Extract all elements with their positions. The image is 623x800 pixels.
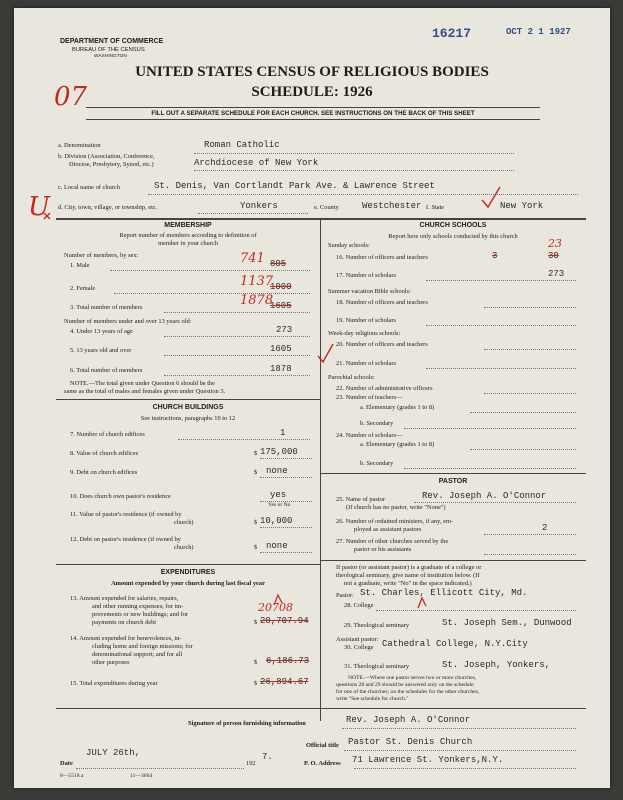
q15-dollar-sign: $ xyxy=(254,680,258,687)
buildings-heading: CHURCH BUILDINGS xyxy=(152,404,224,411)
q21-label: 21. Number of scholars xyxy=(336,360,396,367)
census-schedule-sheet xyxy=(14,8,610,788)
q10-label: 10. Does church own pastor's residence xyxy=(70,493,171,500)
q16-label: 16. Number of officers and teachers xyxy=(336,254,428,261)
q27-label-2: pastor or his assistants xyxy=(354,546,412,553)
summer-schools-label: Summer vacation Bible schools: xyxy=(328,288,411,295)
q6-label: 6. Total number of members xyxy=(70,367,143,374)
q3-corrected-value: 1878 xyxy=(240,293,274,308)
division-label-2: Diocese, Presbytery, Synod, etc.) xyxy=(69,161,154,168)
q13-dollar-sign: $ xyxy=(254,619,258,626)
q10-value: yes xyxy=(270,490,287,500)
q7-value: 1 xyxy=(280,428,286,438)
separate-schedule-instruction: FILL OUT A SEPARATE SCHEDULE FOR EACH CHURCH. SEE INSTRUCTIONS ON THE BACK OF THIS SHEET xyxy=(151,110,475,117)
q13-label-2: and other running expenses; for im- xyxy=(92,603,184,610)
q12-label: 12. Debt on pastor's residence (if owned by xyxy=(70,536,181,543)
under-over-label: Number of members under and over 13 years old: xyxy=(64,318,192,325)
q12-value: none xyxy=(266,541,288,551)
state-value: New York xyxy=(500,201,544,211)
q8-value: 175,000 xyxy=(260,447,298,457)
graduate-instruction-2: theological seminary, give name of institution below. (If xyxy=(336,572,480,579)
denomination-value: Roman Catholic xyxy=(204,140,280,150)
pastor-college-value: St. Charles, Ellicott City, Md. xyxy=(360,588,528,598)
q10-hint: Yes or No xyxy=(268,502,291,508)
q14-label-4: other purposes xyxy=(92,659,130,666)
q20-label: 20. Number of officers and teachers xyxy=(336,341,428,348)
pastor-heading: PASTOR xyxy=(438,478,468,485)
q13-corrected-value: 20708 xyxy=(258,601,293,614)
official-title-value: Pastor St. Denis Church xyxy=(348,737,473,747)
q2-value: 1000 xyxy=(270,282,292,292)
pastor-note-3: for one of the churches; on the schedules for the other churches, xyxy=(336,689,480,695)
q19-label: 19. Number of scholars xyxy=(336,317,396,324)
by-sex-label: Number of members, by sex: xyxy=(64,252,139,259)
form-code: 8—5518 a xyxy=(60,773,84,779)
q11-label-2: church) xyxy=(174,519,194,526)
pastor-note-1: NOTE.—Where one pastor serves two or more churches, xyxy=(348,675,477,681)
q1-value: 805 xyxy=(270,259,287,269)
q11-dollar-sign: $ xyxy=(254,519,258,526)
graduate-instruction-1: If pastor (or assistant pastor) is a graduate of a college or xyxy=(336,564,482,571)
schools-intro: Report here only schools conducted by this church xyxy=(388,233,518,240)
q14-label-3: denominational support; and for all xyxy=(92,651,183,658)
weekday-schools-label: Week-day religious schools: xyxy=(328,330,401,337)
bureau-name: BUREAU OF THE CENSUS xyxy=(72,47,145,53)
graduate-instruction-3: not a graduate, write "No" in the space indicated.) xyxy=(344,580,472,587)
bureau-city: WASHINGTON xyxy=(94,54,127,59)
q29-value: St. Joseph Sem., Dunwood xyxy=(442,618,572,628)
q5-value: 1605 xyxy=(270,344,292,354)
q14-label: 14. Amount expended for benevolences, in- xyxy=(70,635,182,642)
q1-corrected-value: 741 xyxy=(240,251,265,266)
q25-label: 25. Name of pastor xyxy=(336,496,385,503)
q17-value: 273 xyxy=(548,269,565,279)
q15-value: 26,894.67 xyxy=(260,677,309,687)
q6-value: 1878 xyxy=(270,364,292,374)
q16-value: 30 xyxy=(548,251,559,261)
county-label: e. County xyxy=(314,204,339,211)
q2-label: 2. Female xyxy=(70,285,96,292)
q8-dollar-sign: $ xyxy=(254,450,258,457)
q16-corrected-value: 23 xyxy=(548,237,562,250)
signature-label: Signature of person furnishing information xyxy=(188,720,306,727)
q16-struck-value: 3 xyxy=(492,251,498,261)
q13-value: 20,707.94 xyxy=(260,616,309,626)
q15-label: 15. Total expenditures during year xyxy=(70,680,158,687)
q8-label: 8. Value of church edifices xyxy=(70,450,139,457)
membership-note-2: same as the total of males and females given under Question 3. xyxy=(64,388,226,395)
q12-label-2: church) xyxy=(174,544,194,551)
q23a-label: a. Elementary (grades 1 to 8) xyxy=(360,404,435,411)
q13-label: 13. Amount expended for salaries, repairs, xyxy=(70,595,179,602)
expenditures-heading: EXPENDITURES xyxy=(160,569,216,576)
date-year-suffix: 7. xyxy=(262,752,273,762)
q14-value: 6,186.73 xyxy=(266,656,310,666)
q17-label: 17. Number of scholars xyxy=(336,272,396,279)
q24b-label: b. Secondary xyxy=(360,460,394,467)
buildings-intro: See instructions, paragraphs 10 to 12 xyxy=(140,415,236,422)
schedule-title: SCHEDULE: 1926 xyxy=(251,84,373,100)
q30-value: Cathedral College, N.Y.City xyxy=(382,639,528,649)
q26-label-2: ployed as assistant pastors xyxy=(354,526,422,533)
pastor-note-2: questions 28 and 29 should be answered only on the schedule xyxy=(336,682,474,688)
membership-heading: MEMBERSHIP xyxy=(164,222,212,229)
assistant-pastor-label: Assistant pastor: xyxy=(336,636,379,643)
city-label: d. City, town, village, or township, etc. xyxy=(58,204,158,211)
local-name-label: c. Local name of church xyxy=(58,184,120,191)
address-value: 71 Lawrence St. Yonkers,N.Y. xyxy=(352,755,504,765)
address-label: P. O. Address xyxy=(304,760,341,767)
date-year-prefix: 192 xyxy=(246,760,256,767)
q22-label: 22. Number of administrative officers xyxy=(336,385,433,392)
q14-dollar-sign: $ xyxy=(254,659,258,666)
q3-value: 1605 xyxy=(270,301,292,311)
q23-label: 23. Number of teachers— xyxy=(336,394,403,401)
department-name: DEPARTMENT OF COMMERCE xyxy=(60,38,164,45)
q18-label: 18. Number of officers and teachers xyxy=(336,299,428,306)
q9-label: 9. Debt on church edifices xyxy=(70,469,138,476)
q5-label: 5. 13 years old and over xyxy=(70,347,132,354)
q26-value: 2 xyxy=(542,523,548,533)
q31-label: 31. Theological seminary xyxy=(344,663,410,670)
q25-hint: (If church has no pastor, write "None") xyxy=(346,504,446,511)
q25-value: Rev. Joseph A. O'Connor xyxy=(422,491,547,501)
pastor-label: Pastor: xyxy=(336,592,354,599)
handwritten-margin-mark: U xyxy=(28,192,50,222)
county-value: Westchester xyxy=(362,201,422,211)
q11-value: 10,000 xyxy=(260,516,293,526)
q4-value: 273 xyxy=(276,325,293,335)
q24-label: 24. Number of scholars— xyxy=(336,432,403,439)
schools-heading: CHURCH SCHOOLS xyxy=(419,222,487,229)
membership-note-1: NOTE.—The total given under Question 6 should be the xyxy=(70,380,216,387)
q13-label-3: provements or new buildings; and for xyxy=(92,611,189,618)
city-value: Yonkers xyxy=(240,201,278,211)
form-title: UNITED STATES CENSUS OF RELIGIOUS BODIES xyxy=(135,64,489,80)
membership-intro-1: Report number of members according to definition of xyxy=(119,232,257,239)
q7-label: 7. Number of church edifices xyxy=(70,431,145,438)
received-stamp-number: 16217 xyxy=(432,26,472,41)
division-label: b. Division (Association, Conference, xyxy=(58,153,155,160)
q14-label-2: cluding home and foreign missions; for xyxy=(92,643,193,650)
sunday-schools-label: Sunday schools: xyxy=(328,242,370,249)
date-value: JULY 26th, xyxy=(86,748,141,758)
local-name-value: St. Denis, Van Cortlandt Park Ave. & Lawrence Street xyxy=(154,181,435,191)
signature-value: Rev. Joseph A. O'Connor xyxy=(346,715,471,725)
q4-label: 4. Under 13 years of age xyxy=(70,328,133,335)
print-code: 11—3664 xyxy=(130,773,153,779)
parochial-schools-label: Parochial schools: xyxy=(328,374,375,381)
pastor-note-4: write "See schedule for church." xyxy=(336,696,409,702)
q3-label: 3. Total number of members xyxy=(70,304,143,311)
q9-dollar-sign: $ xyxy=(254,469,258,476)
handwritten-check-marks xyxy=(14,8,610,788)
expenditures-intro: Amount expended by your church during last fiscal year xyxy=(111,580,265,587)
official-title-label: Official title xyxy=(306,742,339,749)
q27-label: 27. Number of other churches served by the xyxy=(336,538,449,545)
received-stamp-date: OCT 2 1 1927 xyxy=(506,27,571,37)
q26-label: 26. Number of ordained ministers, if any, em- xyxy=(336,518,454,525)
denomination-label: a. Denomination xyxy=(58,142,101,149)
handwritten-code: 07 xyxy=(54,82,88,112)
q28-label: 28. College xyxy=(344,602,374,609)
q23b-label: b. Secondary xyxy=(360,420,394,427)
state-label: f. State xyxy=(426,204,445,211)
date-label: Date xyxy=(60,760,73,767)
membership-intro-2: member in your church xyxy=(158,240,218,247)
q24a-label: a. Elementary (grades 1 to 8) xyxy=(360,441,435,448)
q1-label: 1. Male xyxy=(70,262,90,269)
q12-dollar-sign: $ xyxy=(254,544,258,551)
q31-value: St. Joseph, Yonkers, xyxy=(442,660,551,670)
q30-label: 30. College xyxy=(344,644,374,651)
q13-label-4: payments on church debt xyxy=(92,619,157,626)
q11-label: 11. Value of pastor's residence (if owned by xyxy=(70,511,182,518)
q29-label: 29. Theological seminary xyxy=(344,622,410,629)
division-value: Archdiocese of New York xyxy=(194,158,319,168)
q9-value: none xyxy=(266,466,288,476)
q2-corrected-value: 1137 xyxy=(240,274,274,289)
